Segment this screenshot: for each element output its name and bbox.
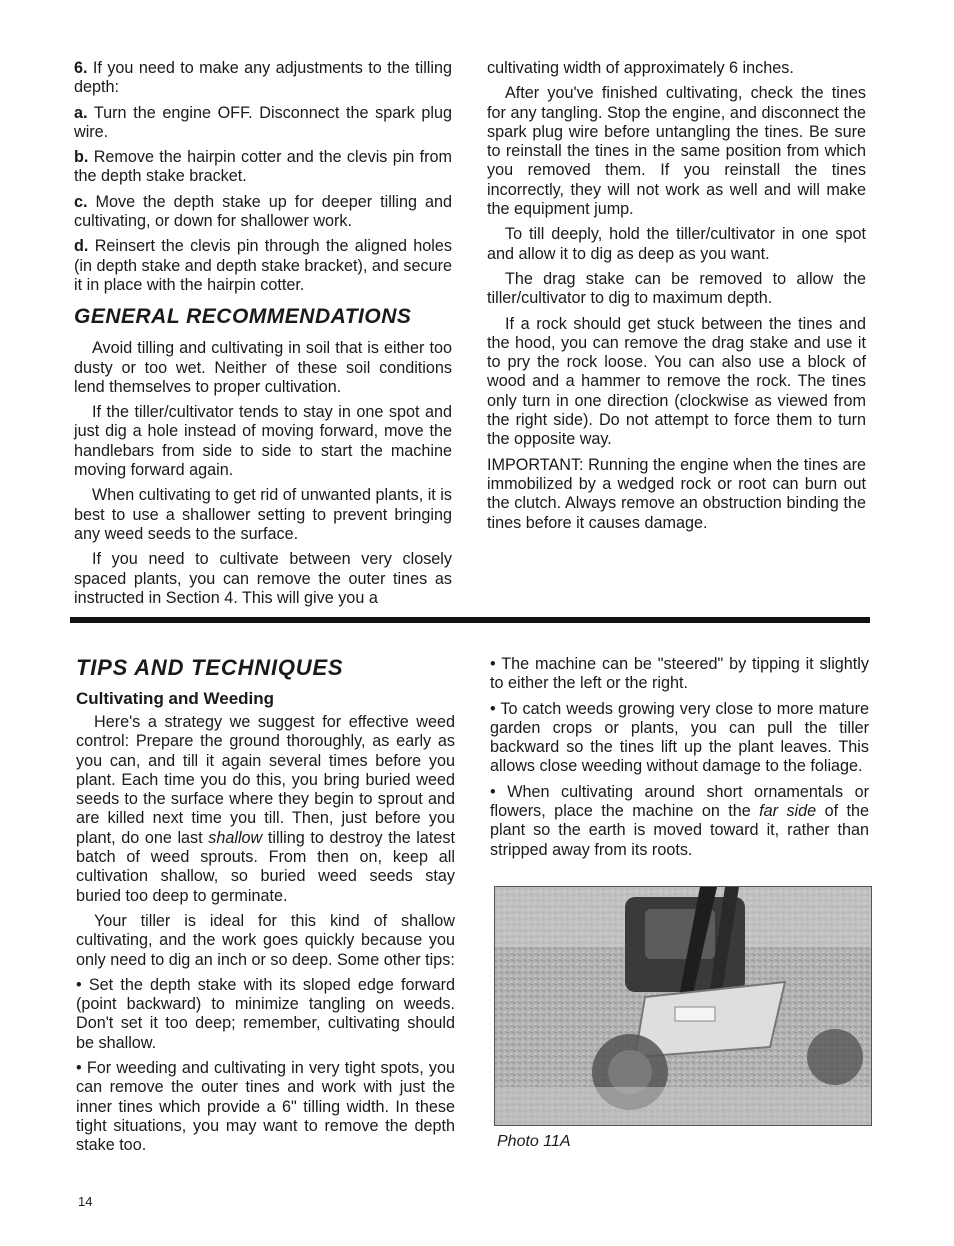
tips-paragraph-1: Here's a strategy we suggest for effective weed control: Prepare the ground thoroughly, as early as you can, and till it again several times before you plant. Each time you do this, you bring buried weed seeds to the surface where they begin to sprout and are killed next time you till. Then, just before you plant, do one last shallow tilling to destroy the latest batch of weed sprouts. From then on, keep all cultivation shallow, so buried weed seeds stay buried too deep to germinate. <box>76 713 455 905</box>
important-paragraph: IMPORTANT: Running the engine when the tines are immobilized by a wedged rock or root can burn out the clutch. Always remove an obstruction binding the tines before it causes damage. <box>487 455 866 532</box>
bullet-tight-spots: • For weeding and cultivating in very tight spots, you can remove the outer tines and work with just the inner tines which provide a 6" tilling width. In these tight situations, you may want to remove the depth stake too. <box>76 1059 455 1155</box>
top-left-column <box>74 59 452 614</box>
tips-paragraph-2: Your tiller is ideal for this kind of shallow cultivating, and the work goes quickly because you only need to dig an inch or so deep. Some other tips: <box>76 911 455 969</box>
tips-right-column <box>490 655 869 866</box>
general-paragraph-2: If the tiller/cultivator tends to stay in one spot and just dig a hole instead of moving forward, move the handlebars from side to side to start the machine moving forward again. <box>74 403 452 480</box>
tiller-photo-illustration <box>495 887 871 1125</box>
right-paragraph-4: The drag stake can be removed to allow the tiller/cultivator to dig to maximum depth. <box>487 269 866 308</box>
general-paragraph-1: Avoid tilling and cultivating in soil that is either too dusty or too wet. Neither of these soil conditions lend themselves to proper cultivation. <box>74 339 452 396</box>
bullet-steering: • The machine can be "steered" by tipping it slightly to either the left or the right. <box>490 655 869 693</box>
tiller-photo <box>494 886 872 1126</box>
right-paragraph-5: If a rock should get stuck between the tines and the hood, you can remove the drag stake and use it to pry the rock loose. You can also use a block of wood and a hammer to remove the rock. The tines only turn in one direction (clockwise as viewed from the right side). Do not attempt to force them to turn the opposite way. <box>487 314 866 449</box>
right-paragraph-2: After you've finished cultivating, check the tines for any tangling. Stop the engine, and disconnect the spark plug wire before untangling the tines. Be sure to reinstall the tines in the same position from which you removed them. If you reinstall the tines incorrectly, they will not work as well and will make the equipment jump. <box>487 84 866 219</box>
general-paragraph-3: When cultivating to get rid of unwanted plants, it is best to use a shallower setting to prevent bringing any weed seeds to the surface. <box>74 486 452 543</box>
step-a: a. Turn the engine OFF. Disconnect the spark plug wire. <box>74 103 452 141</box>
step-c: c. Move the depth stake up for deeper tilling and cultivating, or down for shallower work. <box>74 192 452 231</box>
step-d: d. Reinsert the clevis pin through the aligned holes (in depth stake and depth stake bracket), and secure it in place with the hairpin cotter. <box>74 237 452 294</box>
section-divider <box>70 617 870 623</box>
top-right-column <box>487 59 866 539</box>
general-recommendations-heading: GENERAL RECOMMENDATIONS <box>74 305 412 329</box>
step-6: 6. If you need to make any adjustments to the tilling depth: <box>74 59 452 97</box>
right-paragraph-1: cultivating width of approximately 6 inches. <box>487 59 794 77</box>
bullet-close-weeding: • To catch weeds growing very close to more mature garden crops or plants, you can pull the tiller backward so the tines lift up the plant leaves. This allows close weeding without damage to the foliage. <box>490 699 869 776</box>
bullet-depth-stake: • Set the depth stake with its sloped edge forward (point backward) to minimize tangling on weeds. Don't set it too deep; remember, cultivating should be shallow. <box>76 975 455 1052</box>
page-number: 14 <box>78 1194 93 1209</box>
tips-left-column <box>76 655 455 1162</box>
tips-heading: TIPS AND TECHNIQUES <box>76 655 344 680</box>
photo-caption: Photo 11A <box>497 1133 571 1150</box>
right-paragraph-3: To till deeply, hold the tiller/cultivator in one spot and allow it to dig as deep as you want. <box>487 225 866 263</box>
cultivating-subheading: Cultivating and Weeding <box>76 689 275 708</box>
general-paragraph-4: If you need to cultivate between very closely spaced plants, you can remove the outer tines as instructed in Section 4. This will give you a <box>74 550 452 607</box>
step-b: b. Remove the hairpin cotter and the clevis pin from the depth stake bracket. <box>74 148 452 186</box>
bullet-ornamentals: • When cultivating around short ornamentals or flowers, place the machine on the far side of the plant so the earth is moved toward it, rather than stripped away from its roots. <box>490 782 870 859</box>
